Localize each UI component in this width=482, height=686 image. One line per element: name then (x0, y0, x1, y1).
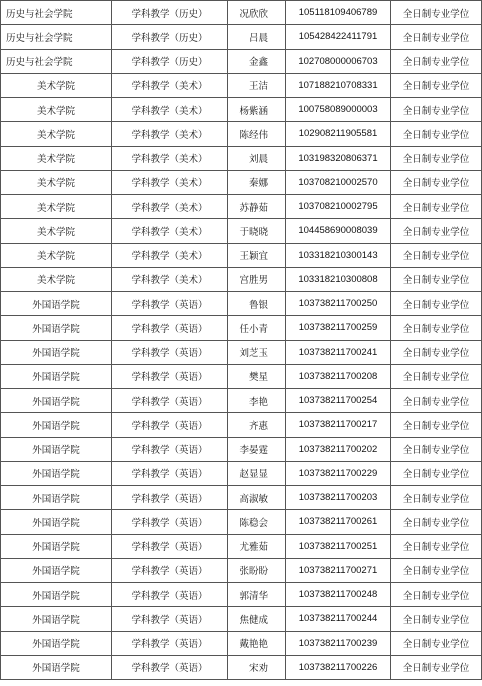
candidate-id-cell: 103708210002795 (286, 195, 391, 219)
college-cell: 外国语学院 (1, 534, 112, 558)
table-row (1, 486, 482, 510)
table-row (1, 170, 482, 194)
student-name-cell: 宫胜男 (228, 267, 286, 291)
college-cell: 外国语学院 (1, 583, 112, 607)
student-name-cell: 李晏霆 (228, 437, 286, 461)
major-cell: 学科教学（英语） (112, 389, 228, 413)
major-cell: 学科教学（历史） (112, 1, 228, 25)
college-cell: 美术学院 (1, 98, 112, 122)
major-cell: 学科教学（美术） (112, 122, 228, 146)
college-cell: 美术学院 (1, 219, 112, 243)
table-row (1, 49, 482, 73)
major-cell: 学科教学（美术） (112, 267, 228, 291)
student-name-cell: 鲁银 (228, 292, 286, 316)
table-row (1, 340, 482, 364)
college-cell: 外国语学院 (1, 510, 112, 534)
degree-type-cell: 全日制专业学位 (391, 558, 482, 582)
student-name-cell: 李艳 (228, 389, 286, 413)
candidate-id-cell: 103738211700202 (286, 437, 391, 461)
major-cell: 学科教学（英语） (112, 631, 228, 655)
candidate-id-cell: 103738211700261 (286, 510, 391, 534)
candidate-id-cell: 100758089000003 (286, 98, 391, 122)
major-cell: 学科教学（美术） (112, 170, 228, 194)
student-name-cell: 尤雅茹 (228, 534, 286, 558)
college-cell: 外国语学院 (1, 413, 112, 437)
table-row (1, 413, 482, 437)
candidate-id-cell: 102908211905581 (286, 122, 391, 146)
college-cell: 美术学院 (1, 243, 112, 267)
candidate-id-cell: 103738211700248 (286, 583, 391, 607)
student-name-cell: 况欣欣 (228, 1, 286, 25)
major-cell: 学科教学（英语） (112, 437, 228, 461)
student-name-cell: 秦娜 (228, 170, 286, 194)
major-cell: 学科教学（英语） (112, 364, 228, 388)
major-cell: 学科教学（英语） (112, 413, 228, 437)
candidate-id-cell: 103198320806371 (286, 146, 391, 170)
major-cell: 学科教学（美术） (112, 219, 228, 243)
college-cell: 历史与社会学院 (1, 1, 112, 25)
major-cell: 学科教学（英语） (112, 655, 228, 679)
student-name-cell: 陈经伟 (228, 122, 286, 146)
major-cell: 学科教学（历史） (112, 49, 228, 73)
student-name-cell: 张盼盼 (228, 558, 286, 582)
degree-type-cell: 全日制专业学位 (391, 486, 482, 510)
admission-list-body (1, 1, 482, 680)
degree-type-cell: 全日制专业学位 (391, 389, 482, 413)
major-cell: 学科教学（美术） (112, 98, 228, 122)
table-row (1, 655, 482, 679)
college-cell: 美术学院 (1, 170, 112, 194)
student-name-cell: 于晓晓 (228, 219, 286, 243)
degree-type-cell: 全日制专业学位 (391, 340, 482, 364)
student-name-cell: 陈稳会 (228, 510, 286, 534)
degree-type-cell: 全日制专业学位 (391, 583, 482, 607)
student-name-cell: 杨紫涵 (228, 98, 286, 122)
table-row (1, 389, 482, 413)
degree-type-cell: 全日制专业学位 (391, 146, 482, 170)
student-name-cell: 齐惠 (228, 413, 286, 437)
candidate-id-cell: 103738211700254 (286, 389, 391, 413)
candidate-id-cell: 103708210002570 (286, 170, 391, 194)
table-row (1, 195, 482, 219)
candidate-id-cell: 103738211700217 (286, 413, 391, 437)
major-cell: 学科教学（英语） (112, 486, 228, 510)
table-row (1, 267, 482, 291)
candidate-id-cell: 103318210300143 (286, 243, 391, 267)
table-row (1, 1, 482, 25)
table-row (1, 631, 482, 655)
college-cell: 外国语学院 (1, 486, 112, 510)
college-cell: 外国语学院 (1, 655, 112, 679)
college-cell: 外国语学院 (1, 316, 112, 340)
student-name-cell: 郭清华 (228, 583, 286, 607)
college-cell: 美术学院 (1, 267, 112, 291)
table-row (1, 146, 482, 170)
degree-type-cell: 全日制专业学位 (391, 1, 482, 25)
candidate-id-cell: 105118109406789 (286, 1, 391, 25)
college-cell: 美术学院 (1, 146, 112, 170)
table-row (1, 219, 482, 243)
degree-type-cell: 全日制专业学位 (391, 73, 482, 97)
student-name-cell: 刘晨 (228, 146, 286, 170)
degree-type-cell: 全日制专业学位 (391, 364, 482, 388)
college-cell: 外国语学院 (1, 558, 112, 582)
student-name-cell: 王洁 (228, 73, 286, 97)
degree-type-cell: 全日制专业学位 (391, 461, 482, 485)
degree-type-cell: 全日制专业学位 (391, 316, 482, 340)
degree-type-cell: 全日制专业学位 (391, 98, 482, 122)
table-row (1, 534, 482, 558)
college-cell: 外国语学院 (1, 437, 112, 461)
college-cell: 历史与社会学院 (1, 49, 112, 73)
degree-type-cell: 全日制专业学位 (391, 243, 482, 267)
major-cell: 学科教学（英语） (112, 607, 228, 631)
candidate-id-cell: 103318210300808 (286, 267, 391, 291)
college-cell: 外国语学院 (1, 364, 112, 388)
college-cell: 外国语学院 (1, 292, 112, 316)
major-cell: 学科教学（美术） (112, 243, 228, 267)
student-name-cell: 王颖宜 (228, 243, 286, 267)
student-name-cell: 赵显显 (228, 461, 286, 485)
degree-type-cell: 全日制专业学位 (391, 219, 482, 243)
student-name-cell: 金鑫 (228, 49, 286, 73)
candidate-id-cell: 103738211700251 (286, 534, 391, 558)
table-row (1, 364, 482, 388)
candidate-id-cell: 103738211700241 (286, 340, 391, 364)
table-row (1, 243, 482, 267)
student-name-cell: 焦健成 (228, 607, 286, 631)
degree-type-cell: 全日制专业学位 (391, 292, 482, 316)
college-cell: 外国语学院 (1, 631, 112, 655)
degree-type-cell: 全日制专业学位 (391, 267, 482, 291)
table-row (1, 316, 482, 340)
student-name-cell: 刘芝玉 (228, 340, 286, 364)
student-name-cell: 樊星 (228, 364, 286, 388)
student-name-cell: 宋劝 (228, 655, 286, 679)
candidate-id-cell: 103738211700239 (286, 631, 391, 655)
degree-type-cell: 全日制专业学位 (391, 607, 482, 631)
table-row (1, 437, 482, 461)
candidate-id-cell: 105428422411791 (286, 25, 391, 49)
major-cell: 学科教学（美术） (112, 146, 228, 170)
degree-type-cell: 全日制专业学位 (391, 170, 482, 194)
college-cell: 美术学院 (1, 122, 112, 146)
degree-type-cell: 全日制专业学位 (391, 631, 482, 655)
degree-type-cell: 全日制专业学位 (391, 510, 482, 534)
degree-type-cell: 全日制专业学位 (391, 413, 482, 437)
major-cell: 学科教学（英语） (112, 583, 228, 607)
college-cell: 外国语学院 (1, 607, 112, 631)
candidate-id-cell: 107188210708331 (286, 73, 391, 97)
table-row (1, 607, 482, 631)
major-cell: 学科教学（历史） (112, 25, 228, 49)
degree-type-cell: 全日制专业学位 (391, 49, 482, 73)
student-name-cell: 任小青 (228, 316, 286, 340)
college-cell: 历史与社会学院 (1, 25, 112, 49)
table-row (1, 122, 482, 146)
candidate-id-cell: 103738211700244 (286, 607, 391, 631)
candidate-id-cell: 104458690008039 (286, 219, 391, 243)
candidate-id-cell: 103738211700271 (286, 558, 391, 582)
major-cell: 学科教学（英语） (112, 316, 228, 340)
major-cell: 学科教学（英语） (112, 558, 228, 582)
candidate-id-cell: 102708000006703 (286, 49, 391, 73)
student-name-cell: 高淑敏 (228, 486, 286, 510)
candidate-id-cell: 103738211700208 (286, 364, 391, 388)
major-cell: 学科教学（英语） (112, 461, 228, 485)
candidate-id-cell: 103738211700259 (286, 316, 391, 340)
degree-type-cell: 全日制专业学位 (391, 534, 482, 558)
table-row (1, 510, 482, 534)
major-cell: 学科教学（美术） (112, 195, 228, 219)
student-name-cell: 苏静茹 (228, 195, 286, 219)
table-row (1, 583, 482, 607)
major-cell: 学科教学（英语） (112, 292, 228, 316)
table-row (1, 98, 482, 122)
major-cell: 学科教学（英语） (112, 340, 228, 364)
table-row (1, 461, 482, 485)
college-cell: 外国语学院 (1, 389, 112, 413)
major-cell: 学科教学（美术） (112, 73, 228, 97)
major-cell: 学科教学（英语） (112, 534, 228, 558)
college-cell: 外国语学院 (1, 461, 112, 485)
degree-type-cell: 全日制专业学位 (391, 195, 482, 219)
college-cell: 美术学院 (1, 73, 112, 97)
student-name-cell: 戴艳艳 (228, 631, 286, 655)
candidate-id-cell: 103738211700203 (286, 486, 391, 510)
degree-type-cell: 全日制专业学位 (391, 437, 482, 461)
table-row (1, 25, 482, 49)
degree-type-cell: 全日制专业学位 (391, 122, 482, 146)
table-row (1, 558, 482, 582)
student-name-cell: 吕晨 (228, 25, 286, 49)
candidate-id-cell: 103738211700229 (286, 461, 391, 485)
college-cell: 美术学院 (1, 195, 112, 219)
degree-type-cell: 全日制专业学位 (391, 655, 482, 679)
major-cell: 学科教学（英语） (112, 510, 228, 534)
table-row (1, 292, 482, 316)
degree-type-cell: 全日制专业学位 (391, 25, 482, 49)
table-row (1, 73, 482, 97)
candidate-id-cell: 103738211700250 (286, 292, 391, 316)
candidate-id-cell: 103738211700226 (286, 655, 391, 679)
college-cell: 外国语学院 (1, 340, 112, 364)
